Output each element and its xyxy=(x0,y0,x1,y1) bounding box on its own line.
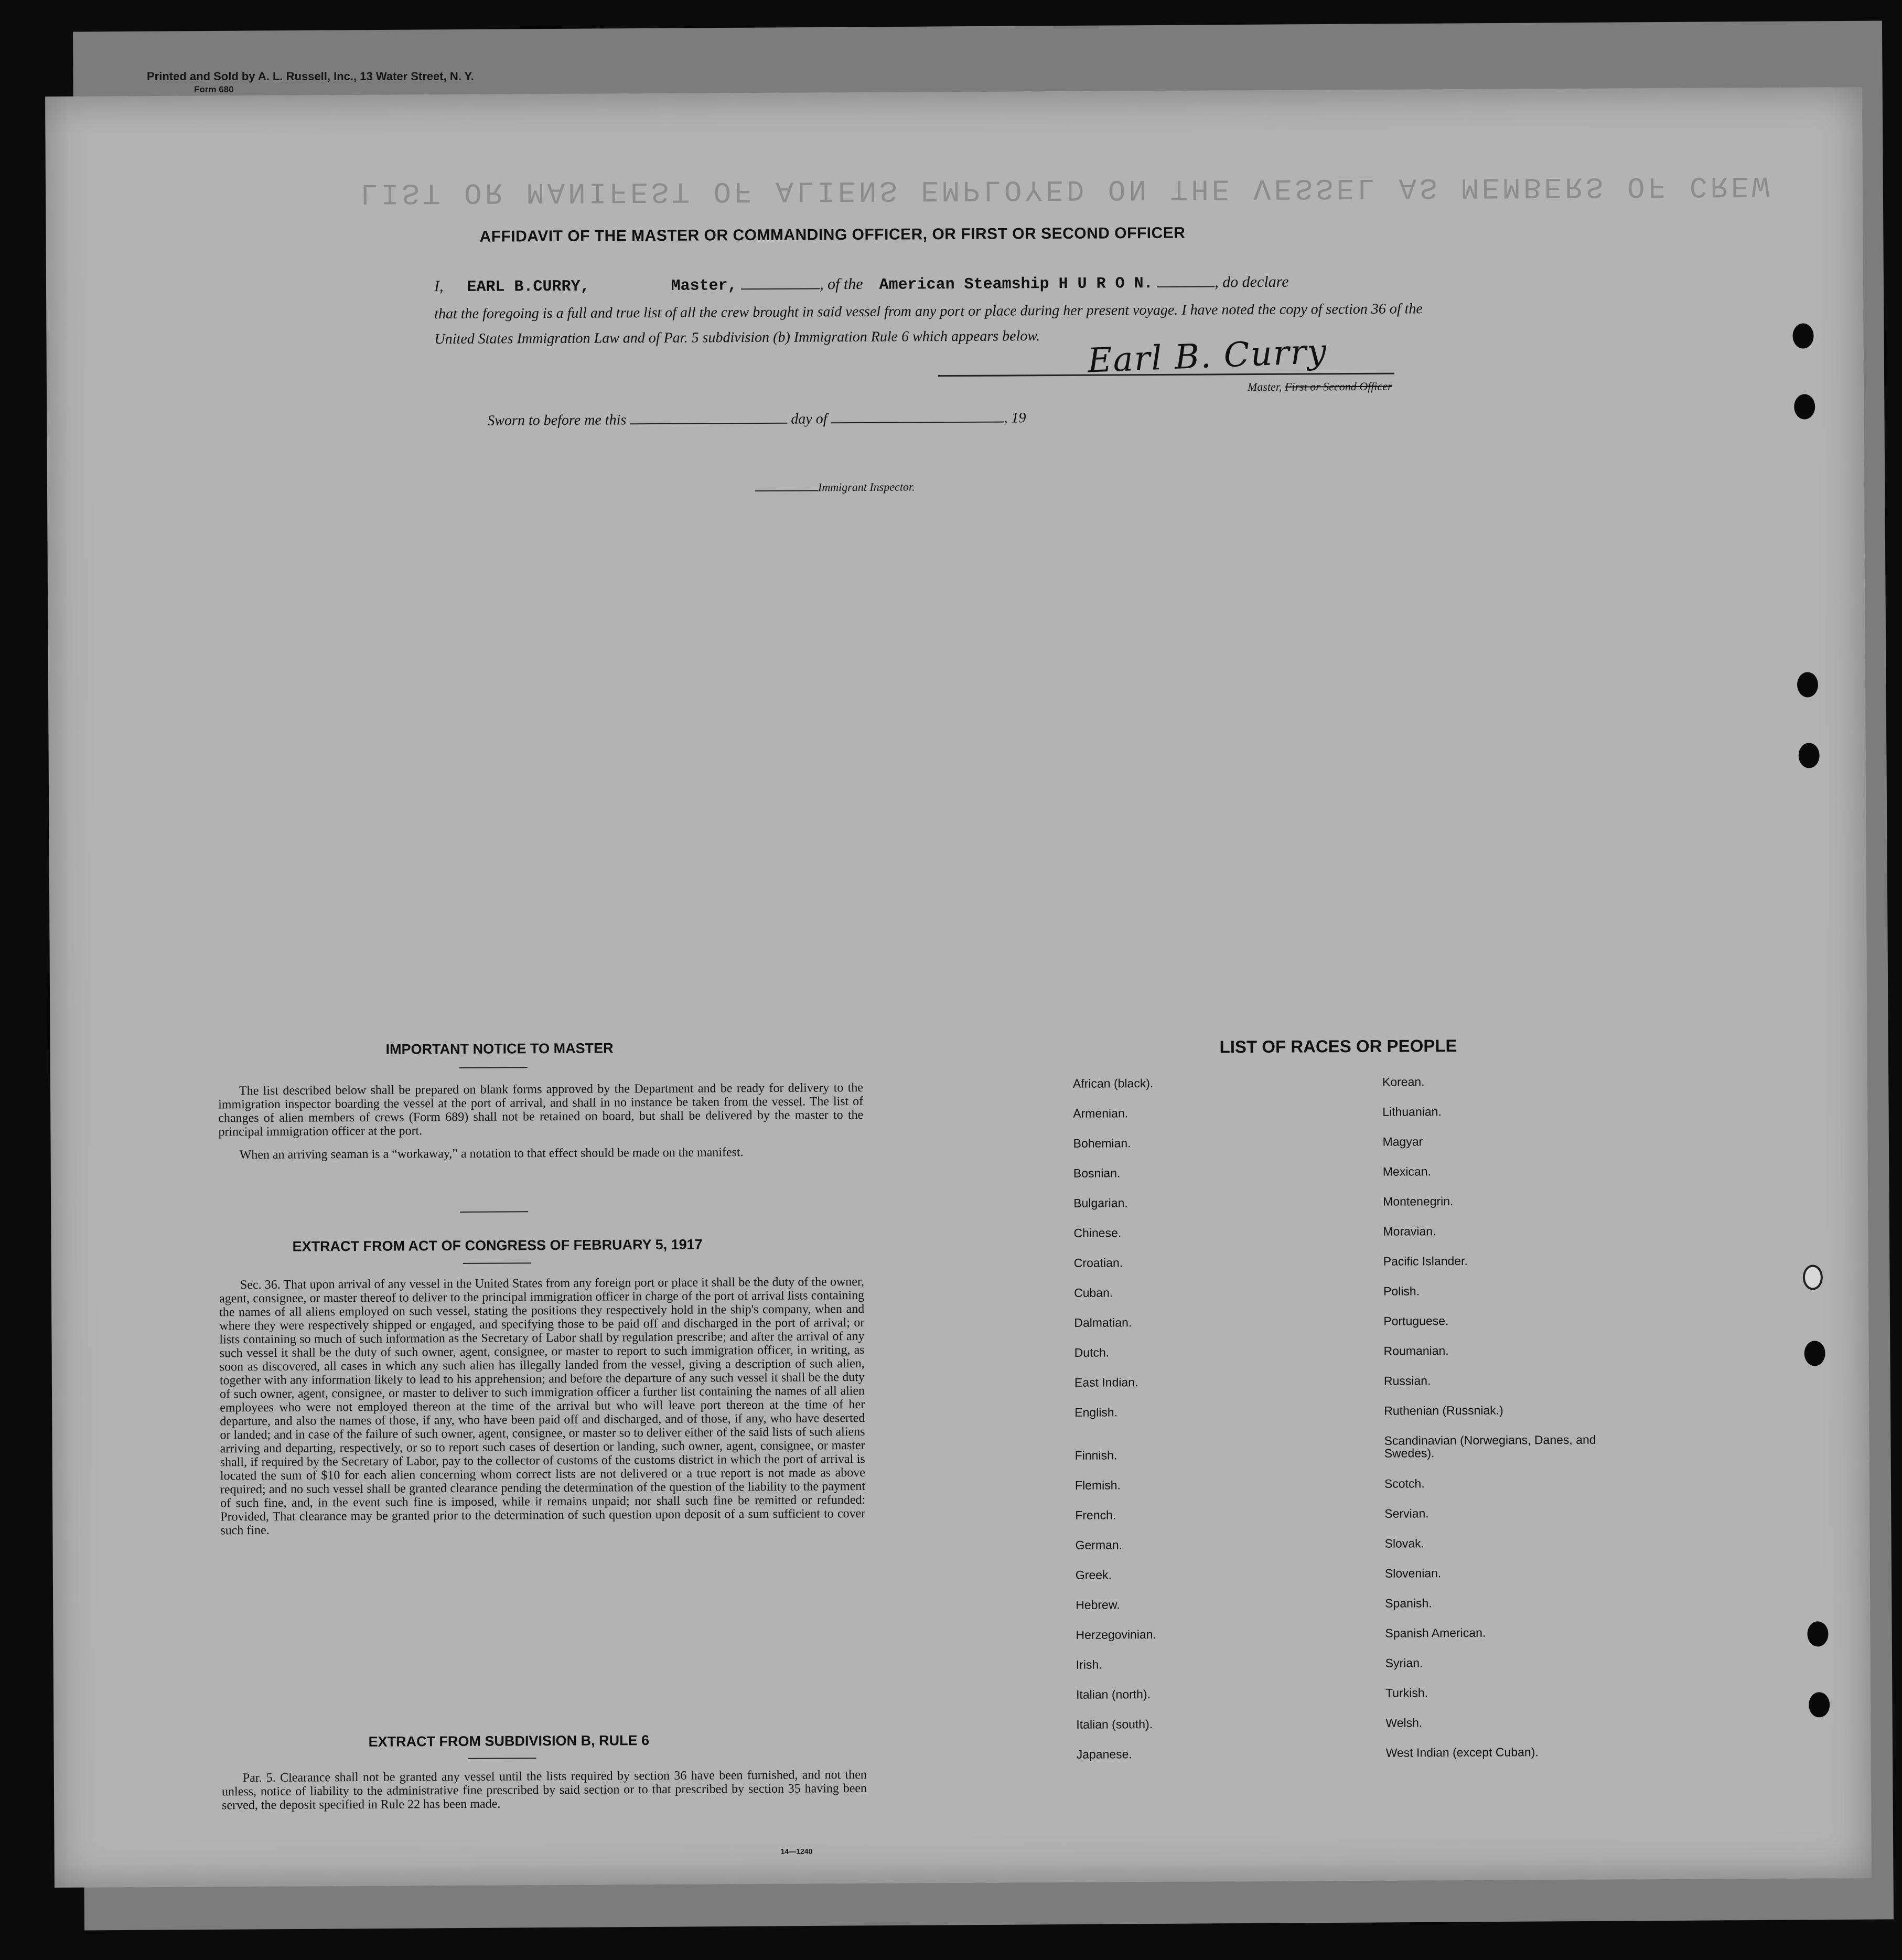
inspector-line xyxy=(755,480,915,495)
race-item: Roumanian. xyxy=(1383,1344,1449,1358)
printer-line: Printed and Sold by A. L. Russell, Inc., 13 Water Street, N. Y. xyxy=(147,70,474,83)
declaration-text: that the foregoing is a full and true list of all the crew brought in said vessel from any port or place during her present voyage. I have noted the copy of section 36 of the United States Immigration Law and of Par. 5 subdivision (b) Immigration Rule 6 which appears below. xyxy=(434,301,1423,348)
act-extract-title: EXTRACT FROM ACT OF CONGRESS OF FEBRUARY 5, 1917 xyxy=(292,1236,703,1255)
race-item: West Indian (except Cuban). xyxy=(1385,1745,1539,1760)
race-item: Pacific Islander. xyxy=(1383,1254,1468,1268)
race-item: Bosnian. xyxy=(1073,1166,1121,1180)
race-item: Scandinavian (Norwegians, Danes, and Swedes). xyxy=(1384,1432,1596,1460)
race-item: Russian. xyxy=(1383,1374,1431,1388)
vessel-name-field[interactable]: American Steamship H U R O N. xyxy=(879,275,1153,294)
race-item: Irish. xyxy=(1076,1657,1102,1672)
par-5-text: Par. 5. Clearance shall not be granted any vessel until the lists required by section 36 have been furnished, and not then unless, notice of liability to the administrative fine prescribed by said section or to that prescribed by section 35 having been served, the deposit specified in Rule 22 has been made. xyxy=(221,1768,867,1813)
race-item: Finnish. xyxy=(1074,1448,1117,1462)
race-item: Italian (north). xyxy=(1076,1687,1151,1701)
master-name-field[interactable]: EARL B.CURRY, xyxy=(467,277,590,296)
race-item: German. xyxy=(1075,1538,1123,1552)
prefix-i: I, xyxy=(434,277,444,295)
race-item: Japanese. xyxy=(1076,1747,1132,1761)
race-item: Portuguese. xyxy=(1383,1314,1449,1328)
races-left-column xyxy=(1073,1077,1157,1778)
affidavit-title: AFFIDAVIT OF THE MASTER OR COMMANDING OFFICER, OR FIRST OR SECOND OFFICER xyxy=(479,224,1186,245)
divider xyxy=(468,1758,536,1759)
race-item: East Indian. xyxy=(1074,1375,1138,1389)
form-number: Form 680 xyxy=(194,84,234,94)
notice-body xyxy=(218,1081,864,1162)
race-item: Dutch. xyxy=(1074,1345,1110,1359)
divider xyxy=(460,1211,528,1213)
day-of-label: day of xyxy=(791,411,828,427)
race-item: English. xyxy=(1074,1405,1118,1419)
master-title-field[interactable]: Master, xyxy=(671,277,737,295)
sworn-day-field[interactable] xyxy=(630,410,787,425)
race-item: Ruthenian (Russniak.) xyxy=(1384,1403,1503,1418)
sworn-label: Sworn to before me this xyxy=(487,412,627,429)
race-item: Chinese. xyxy=(1073,1226,1122,1240)
race-item: Turkish. xyxy=(1385,1686,1428,1700)
do-declare-label: , do declare xyxy=(1215,273,1289,291)
race-item: Greek. xyxy=(1075,1568,1112,1582)
race-item: African (black). xyxy=(1072,1076,1154,1090)
manifest-sheet xyxy=(45,87,1872,1888)
race-item: Moravian. xyxy=(1383,1224,1436,1238)
caption-master: Master, xyxy=(1247,380,1282,394)
race-item: Polish. xyxy=(1383,1284,1420,1298)
race-item: Servian. xyxy=(1384,1506,1429,1520)
divider xyxy=(463,1262,531,1264)
race-item: Cuban. xyxy=(1073,1286,1113,1300)
race-item: Dalmatian. xyxy=(1074,1315,1132,1330)
rule-extract-title: EXTRACT FROM SUBDIVISION B, RULE 6 xyxy=(368,1732,650,1750)
caption-struck-officer: First or Second Officer xyxy=(1284,379,1392,393)
race-item: Spanish American. xyxy=(1385,1625,1486,1640)
affidavit-form xyxy=(45,87,1872,1888)
race-item: Italian (south). xyxy=(1076,1717,1153,1731)
race-item: Magyar xyxy=(1382,1134,1423,1149)
year-label: , 19 xyxy=(1004,410,1026,426)
race-item: Montenegrin. xyxy=(1383,1194,1454,1208)
rule-extract-body xyxy=(222,1768,867,1812)
race-item: Bohemian. xyxy=(1073,1136,1131,1150)
master-signature: Earl B. Curry xyxy=(1087,332,1328,381)
sworn-line xyxy=(487,409,1026,429)
bleed-through-title: LIST OR MANIFEST OF ALIENS EMPLOYED ON THE VESSEL AS MEMBERS OF CREW xyxy=(360,168,1773,210)
races-title: LIST OF RACES OR PEOPLE xyxy=(1219,1036,1457,1057)
race-item: French. xyxy=(1075,1508,1116,1522)
race-item: Scotch. xyxy=(1384,1476,1425,1491)
race-item: Bulgarian. xyxy=(1073,1196,1128,1210)
race-item: Herzegovinian. xyxy=(1076,1627,1156,1642)
race-item: Slovenian. xyxy=(1384,1566,1442,1580)
signature-caption xyxy=(1248,380,1392,394)
form-code: 14—1240 xyxy=(780,1847,813,1856)
race-item: Mexican. xyxy=(1382,1164,1431,1179)
sworn-month-field[interactable] xyxy=(831,409,1004,424)
races-right-column xyxy=(1382,1074,1627,1776)
race-item: Welsh. xyxy=(1385,1716,1423,1730)
race-item: Hebrew. xyxy=(1076,1598,1120,1612)
race-item: Armenian. xyxy=(1073,1106,1129,1120)
notice-paragraph-2: When an arriving seaman is a “workaway,” a notation to that effect should be made on the manifest. xyxy=(239,1145,744,1162)
notice-paragraph-1: The list described below shall be prepared on blank forms approved by the Department and be ready for delivery to the immigration inspector boarding the vessel at the port of arrival, and shall in no instance be taken from the vessel. The list of changes of alien members of crews (Form 689) shall not be retained on board, but shall be delivered by the master to the principal immigration officer at the port. xyxy=(218,1080,864,1139)
race-item: Syrian. xyxy=(1385,1656,1423,1670)
race-item: Flemish. xyxy=(1074,1478,1121,1492)
notice-title: IMPORTANT NOTICE TO MASTER xyxy=(385,1040,614,1057)
divider xyxy=(459,1067,528,1068)
race-item: Slovak. xyxy=(1384,1536,1425,1550)
affidavit-declaration-line xyxy=(434,271,1289,297)
inspector-label: Immigrant Inspector. xyxy=(818,480,915,494)
section-36-text: Sec. 36. That upon arrival of any vessel in the United States from any foreign port or place it shall be the duty of the owner, agent, consignee, or master thereof to deliver to the principal immigration officer in charge of the port of arrival lists containing the names of all aliens employed on such vessel, stating the positions they respectively hold in the ship's company, when and where they were respectively shipped or engaged, and specifying those to be paid off and discharged in the port of arrival; or lists containing so much of such information as the Secretary of Labor shall by regulation prescribe; and after the arrival of any such vessel it shall be the duty of such owner, agent, consignee, or master to report to such immigration officer, in writing, as soon as discovered, all cases in which any such alien has illegally landed from the vessel, giving a description of such alien, together with any information likely to lead to his apprehension; and before the departure of any such vessel it shall be the duty of such owner, agent, consignee, or master to deliver to such immigration officer a further list containing the names of all alien employees who were not employed thereon at the time of the arrival but who will leave port thereon at the time of her departure, and also the names of those, if any, who have been paid off and discharged, and of those, if any, who have deserted or landed; and in case of the failure of such owner, agent, consignee, or master so to deliver either of the said lists of such aliens arriving and departing, respectively, or so to report such cases of desertion or landing, such owner, agent, consignee, or master shall, if required by the Secretary of Labor, pay to the collector of customs of the customs district in which the port of arrival is located the sum of $10 for each alien concerning whom correct lists are not delivered or a true report is not made as above required; and no such vessel shall be granted clearance pending the determination of the question of the liability to the payment of such fine, and, in the event such fine is imposed, while it remains unpaid; nor shall such fine be remitted or refunded: Provided, That clearance may be granted prior to the determination of such question upon deposit of a sum sufficient to cover such fine. xyxy=(219,1274,866,1538)
act-extract-body xyxy=(219,1275,866,1537)
race-item: Korean. xyxy=(1382,1075,1425,1089)
race-item: Spanish. xyxy=(1385,1596,1432,1610)
of-the-label: , of the xyxy=(819,275,863,293)
race-item: Croatian. xyxy=(1073,1256,1123,1270)
race-item: Lithuanian. xyxy=(1382,1105,1442,1119)
